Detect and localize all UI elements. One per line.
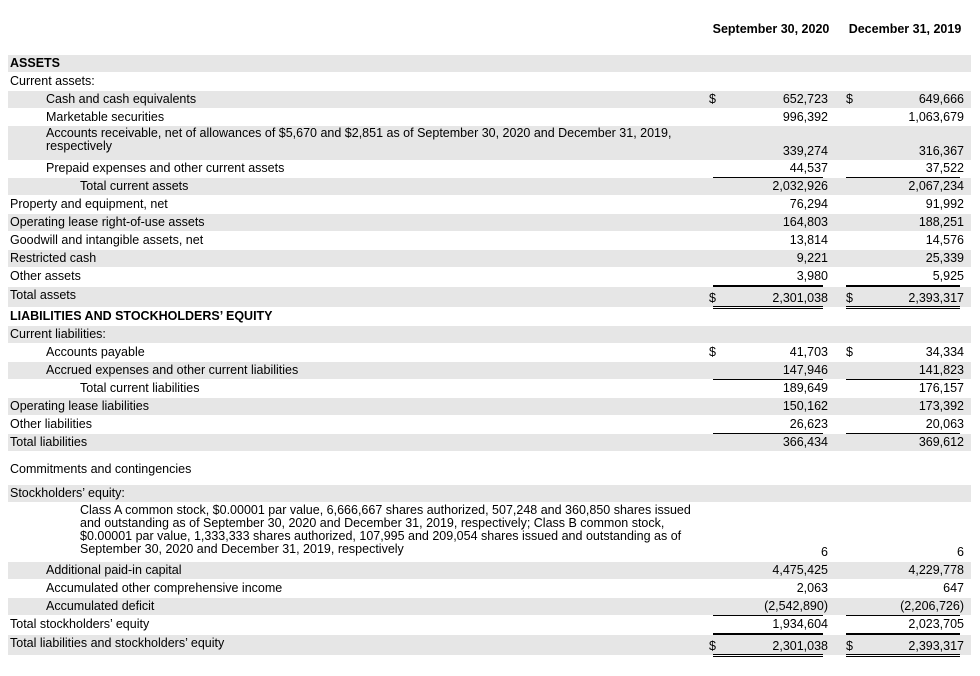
row-label: Total assets (10, 288, 77, 302)
value-sep-2020: 44,537 (789, 161, 828, 175)
row-label: Accumulated other comprehensive income (46, 581, 283, 595)
row-label: Commitments and contingencies (10, 462, 192, 476)
table-row (8, 214, 971, 231)
total-rule (713, 286, 823, 287)
currency-symbol: $ (846, 345, 853, 359)
row-label: Total current liabilities (80, 381, 200, 395)
table-row (8, 362, 971, 379)
value-sep-2020: 1,934,604 (772, 617, 828, 631)
value-dec-2019: 2,393,317 (908, 639, 964, 653)
table-row (8, 503, 971, 561)
value-dec-2019: 316,367 (918, 144, 964, 158)
table-row (8, 196, 971, 213)
value-sep-2020: 13,814 (789, 233, 828, 247)
value-sep-2020: 2,301,038 (772, 291, 828, 305)
column-header-dec-2019: December 31, 2019 (848, 22, 962, 36)
value-sep-2020: 189,649 (782, 381, 828, 395)
table-row (8, 126, 971, 160)
total-rule (846, 654, 960, 655)
row-label: Current liabilities: (10, 327, 106, 341)
table-row (8, 380, 971, 397)
row-label: Operating lease liabilities (10, 399, 149, 413)
row-label: Prepaid expenses and other current assets (46, 161, 285, 175)
value-dec-2019: (2,206,726) (900, 599, 964, 613)
value-sep-2020: 150,162 (782, 399, 828, 413)
value-dec-2019: 6 (957, 545, 964, 559)
value-sep-2020: 26,623 (789, 417, 828, 431)
currency-symbol: $ (709, 345, 716, 359)
value-sep-2020: 2,032,926 (772, 179, 828, 193)
row-label: Stockholders’ equity: (10, 486, 125, 500)
value-sep-2020: 2,301,038 (772, 639, 828, 653)
table-row (8, 73, 971, 90)
total-rule (713, 634, 823, 635)
row-label: Total current assets (80, 179, 189, 193)
value-dec-2019: 173,392 (918, 399, 964, 413)
value-sep-2020: 164,803 (782, 215, 828, 229)
table-row (8, 55, 971, 72)
currency-symbol: $ (709, 639, 716, 653)
row-label: Restricted cash (10, 251, 97, 265)
table-row (8, 308, 971, 325)
row-label: Total liabilities and stockholders’ equity (10, 636, 225, 650)
table-row (8, 398, 971, 415)
table-row (8, 160, 971, 177)
value-dec-2019: 25,339 (925, 251, 964, 265)
column-header-sep-2020: September 30, 2020 (712, 22, 830, 36)
table-row (8, 616, 971, 633)
table-row (8, 326, 971, 343)
total-rule (846, 286, 960, 287)
value-sep-2020: 366,434 (782, 435, 828, 449)
value-sep-2020: 41,703 (789, 345, 828, 359)
row-label: Accrued expenses and other current liabilities (46, 363, 299, 377)
row-label: Other assets (10, 269, 81, 283)
row-label: LIABILITIES AND STOCKHOLDERS’ EQUITY (10, 309, 273, 323)
row-label: Accumulated deficit (46, 599, 155, 613)
currency-symbol: $ (709, 92, 716, 106)
row-label: Accounts payable (46, 345, 145, 359)
value-dec-2019: 647 (943, 581, 964, 595)
row-label: Class A common stock, $0.00001 par value, 6,666,667 shares authorized, 507,248 and 360,850 shares issued and outstanding as of September 30, 2020 and December 31, 2019, respectively; Class B common stock, $0.00001 par value, 1,333,333 shares authorized, 107,995 and 209,054 shares issued and outstanding as of September 30, 2020 and December 31, 2019, respectively (80, 503, 691, 556)
value-dec-2019: 2,393,317 (908, 291, 964, 305)
value-dec-2019: 2,067,234 (908, 179, 964, 193)
value-dec-2019: 141,823 (918, 363, 964, 377)
value-dec-2019: 37,522 (925, 161, 964, 175)
total-rule (846, 634, 960, 635)
value-dec-2019: 1,063,679 (908, 110, 964, 124)
total-rule (846, 656, 960, 657)
currency-symbol: $ (709, 291, 716, 305)
currency-symbol: $ (846, 291, 853, 305)
table-row (8, 250, 971, 267)
total-rule (713, 654, 823, 655)
value-sep-2020: 4,475,425 (772, 563, 828, 577)
value-dec-2019: 91,992 (925, 197, 964, 211)
value-sep-2020: 76,294 (789, 197, 828, 211)
value-dec-2019: 2,023,705 (908, 617, 964, 631)
value-dec-2019: 5,925 (932, 269, 964, 283)
row-label: Property and equipment, net (10, 197, 168, 211)
value-dec-2019: 14,576 (925, 233, 964, 247)
table-row (8, 598, 971, 615)
row-label: ASSETS (10, 56, 61, 70)
table-row (8, 635, 971, 655)
table-row (8, 416, 971, 433)
table-row (8, 268, 971, 285)
table-row (8, 91, 971, 108)
table-row (8, 434, 971, 451)
value-sep-2020: 2,063 (796, 581, 828, 595)
value-sep-2020: 147,946 (782, 363, 828, 377)
value-sep-2020: 6 (821, 545, 828, 559)
value-dec-2019: 188,251 (918, 215, 964, 229)
value-dec-2019: 369,612 (918, 435, 964, 449)
value-dec-2019: 20,063 (925, 417, 964, 431)
value-dec-2019: 4,229,778 (908, 563, 964, 577)
table-row (8, 178, 971, 195)
row-label: Cash and cash equivalents (46, 92, 197, 106)
currency-symbol: $ (846, 639, 853, 653)
table-row (8, 485, 971, 502)
value-dec-2019: 176,157 (918, 381, 964, 395)
table-row (8, 287, 971, 307)
row-label: Operating lease right-of-use assets (10, 215, 205, 229)
table-row (8, 562, 971, 579)
row-label: Current assets: (10, 74, 95, 88)
row-label: Total liabilities (10, 435, 88, 449)
row-label: Additional paid-in capital (46, 563, 182, 577)
total-rule (846, 306, 960, 307)
value-sep-2020: 339,274 (782, 144, 828, 158)
value-sep-2020: 3,980 (796, 269, 828, 283)
table-row (8, 461, 971, 478)
table-row (8, 580, 971, 597)
table-row (8, 109, 971, 126)
value-dec-2019: 649,666 (918, 92, 964, 106)
table-row (8, 232, 971, 249)
total-rule (713, 656, 823, 657)
table-row (8, 344, 971, 361)
value-sep-2020: 652,723 (782, 92, 828, 106)
row-label: Total stockholders’ equity (10, 617, 150, 631)
row-label: Marketable securities (46, 110, 165, 124)
row-label: Goodwill and intangible assets, net (10, 233, 204, 247)
value-sep-2020: (2,542,890) (764, 599, 828, 613)
row-label: Accounts receivable, net of allowances of $5,670 and $2,851 as of September 30, 2020 and December 31, 2019, respectively (46, 126, 672, 153)
currency-symbol: $ (846, 92, 853, 106)
value-sep-2020: 9,221 (796, 251, 828, 265)
value-sep-2020: 996,392 (782, 110, 828, 124)
total-rule (713, 306, 823, 307)
row-label: Other liabilities (10, 417, 92, 431)
value-dec-2019: 34,334 (925, 345, 964, 359)
